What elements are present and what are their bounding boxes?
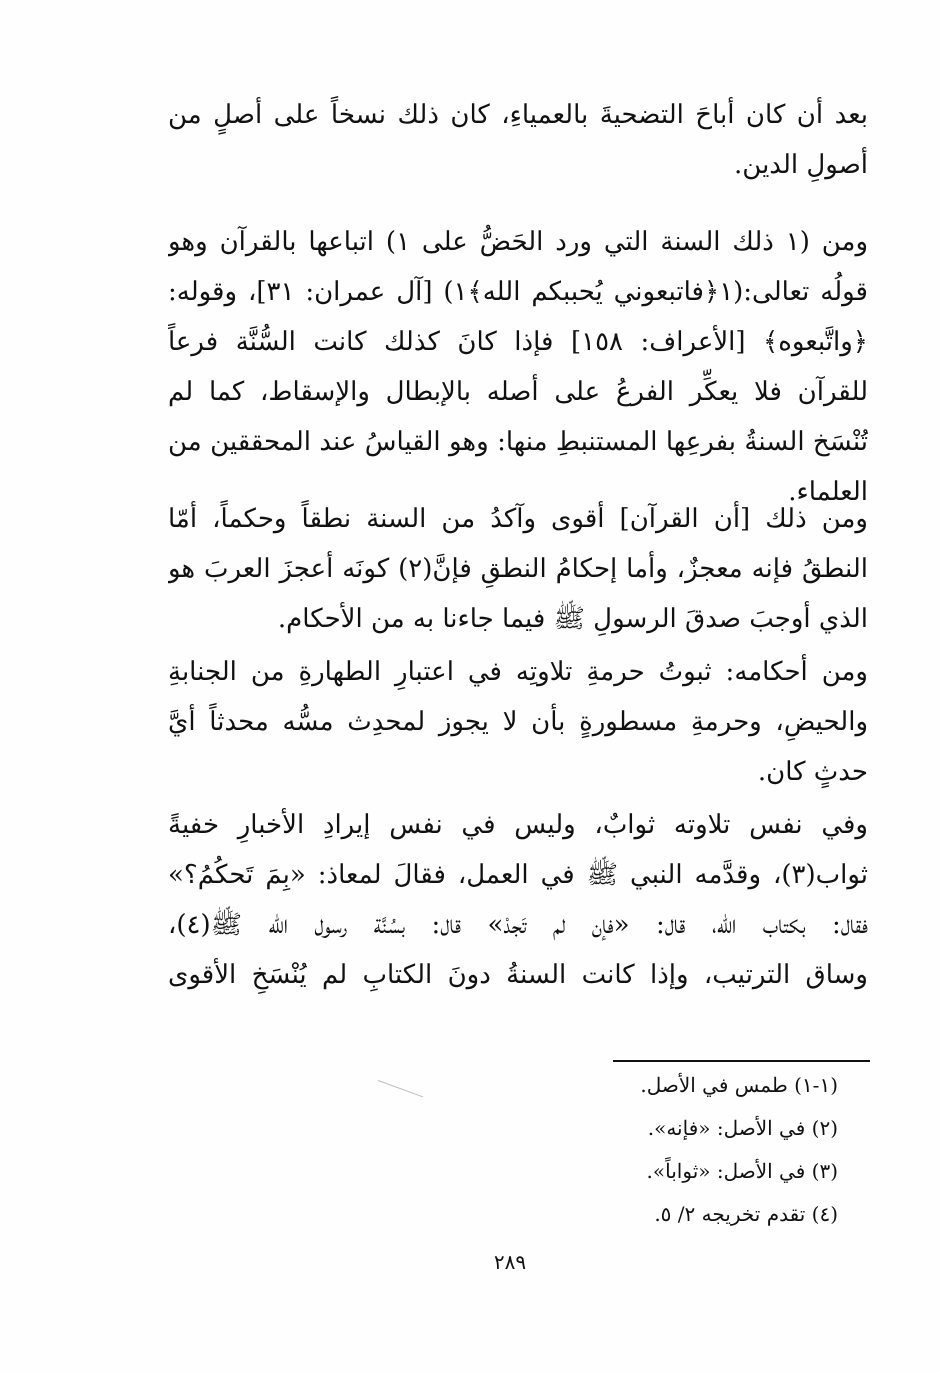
footnote: (٣) في الأصل: «ثواباً». (646, 1159, 838, 1183)
paragraph-line: ﴿واتَّبعوه﴾ [الأعراف: ١٥٨] فإذا كانَ كذلك كانت السُّنَّة فرعاً (168, 327, 868, 357)
paragraph-line: بعد أن كان أباحَ التضحيةَ بالعمياءِ، كان ذلك نسخاً على أصلٍ من (168, 100, 868, 130)
paragraph-line: أصولِ الدين. (734, 150, 868, 180)
page-number: ٢٨٩ (493, 1250, 527, 1274)
paragraph-line: قولُه تعالى:(١﴿فاتبعوني يُحببكم الله﴾١) [آل عمران: ٣١]، وقوله: (168, 277, 868, 307)
footnote: (٤) تقدم تخريجه ٢/ ٥. (654, 1202, 838, 1226)
paragraph-line: النطقُ فإنه معجزٌ، وأما إحكامُ النطقِ فإنَّ(٢) كونَه أعجزَ العربَ هو (168, 554, 868, 584)
paragraph-line: تُنْسَخ السنةُ بفرعِها المستنبطِ منها: وهو القياسُ عند المحققين من (168, 427, 868, 457)
footnote-divider (613, 1060, 870, 1062)
paragraph-5 (168, 800, 868, 1000)
footnote: (١-١) طمس في الأصل. (640, 1073, 838, 1097)
paragraph-line: والحيضِ، وحرمةِ مسطورةٍ بأن لا يجوز لمحدِث مسُّه محدثاً أيَّ (168, 707, 868, 737)
paragraph-4 (168, 647, 868, 797)
paragraph-line: ومن ذلك [أن القرآن] أقوى وآكدُ من السنة نطقاً وحكماً، أمّا (168, 504, 868, 534)
paragraph-1 (168, 90, 868, 190)
paragraph-line: وساق الترتيب، وإذا كانت السنةُ دونَ الكتابِ لم يُنْسَخِ الأقوى (168, 960, 868, 990)
paragraph-2 (168, 217, 868, 517)
paragraph-line: للقرآن فلا يعكِّر الفرعُ على أصله بالإبطال والإسقاط، كما لم (168, 377, 868, 407)
scan-smudge (378, 1080, 423, 1097)
footnotes (560, 1064, 838, 1236)
paragraph-line: فقال: بكتاب الله، قال: «فإن لم تَجدْ» قال: بسُنَّة رسول الله ﷺ(٤)، (168, 910, 868, 940)
paragraph-line: ومن (١ ذلك السنة التي ورد الحَضُّ على ١) اتباعها بالقرآن وهو (168, 227, 868, 257)
paragraph-3 (168, 494, 868, 644)
paragraph-line: العلماء. (788, 477, 868, 507)
footnote: (٢) في الأصل: «فإنه». (647, 1116, 838, 1140)
paragraph-line: ثواب(٣)، وقدَّمه النبي ﷺ في العمل، فقالَ لمعاذ: «بِمَ تَحكُمُ؟» (168, 860, 868, 890)
paragraph-line: حدثٍ كان. (757, 757, 868, 787)
paragraph-line: الذي أوجبَ صدقَ الرسولِ ﷺ فيما جاءنا به من الأحكام. (277, 604, 868, 634)
paragraph-line: ومن أحكامه: ثبوتُ حرمةِ تلاوتِه في اعتبارِ الطهارةِ من الجنابةِ (168, 657, 868, 687)
paragraph-line: وفي نفس تلاوته ثوابٌ، وليس في نفس إيرادِ الأخبارِ خفيةً (168, 810, 868, 840)
